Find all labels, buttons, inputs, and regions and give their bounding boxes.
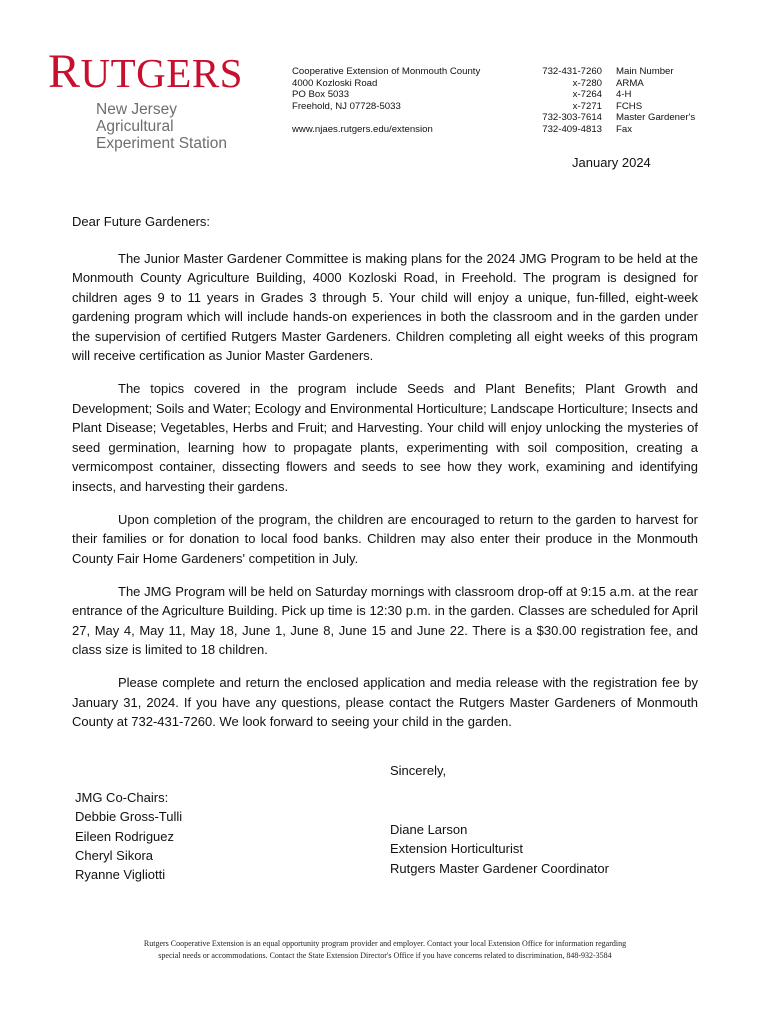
contact-label: Fax — [616, 123, 632, 135]
paragraph: Please complete and return the enclosed application and media release with the registration fee by January 31, 2024. If you have any questions, please contact the Rutgers Master Gardeners of Monmouth County at 732-431-7260. We look forward to seeing your child in the garden. — [72, 675, 698, 729]
letter-date: January 2024 — [572, 155, 651, 170]
logo-wordmark: RUTGERS — [48, 45, 243, 98]
contact-label: FCHS — [616, 100, 643, 112]
cochair-name: Debbie Gross-Tulli — [75, 809, 183, 825]
cochair-name: Ryanne Vigliotti — [75, 867, 166, 883]
salutation: Dear Future Gardeners: — [72, 214, 211, 229]
website-link[interactable]: www.njaes.rutgers.edu/extension — [292, 124, 433, 136]
footer-line: Rutgers Cooperative Extension is an equal opportunity program provider and employer. Contact your local Extension Office for information regarding — [143, 939, 627, 948]
address-line: PO Box 5033 — [292, 89, 350, 101]
contact-number: x-7271 — [572, 100, 602, 112]
contact-number: 732-431-7260 — [542, 66, 602, 77]
paragraph: Upon completion of the program, the children are encouraged to return to the garden to harvest for their families or for donation to local food banks. Children may also enter their produce in the Monmouth County Fair Home Gardeners' competition in July. — [72, 511, 698, 566]
paragraph: The JMG Program will be held on Saturday mornings with classroom drop-off at 9:15 a.m. at the rear entrance of the Agriculture Building. Pick up time is 12:30 p.m. in the garden. Classes are scheduled for April 27, May 4, May 11, May 18, June 1, June 8, June 15 and June 22. There is a $30.00 registration fee, and class size is limited to 18 children. — [72, 583, 698, 657]
cochair-name: Cheryl Sikora — [75, 847, 154, 863]
signer-title: Extension Horticulturist — [390, 841, 523, 857]
paragraph: The Junior Master Gardener Committee is making plans for the 2024 JMG Program to be held at the Monmouth County Agriculture Building, 4000 Kozloski Road, in Freehold. The program is designed for children ages 9 to 11 years in Grades 3 through 5. Your child will enjoy a unique, fun-filled, eight-week gardening program which will include hands-on experiences in both the classroom and in the garden under the supervision of certified Rutgers Master Gardeners. Children completing all eight weeks of this program will receive certification as Junior Master Gardeners. — [72, 250, 698, 363]
contact-number: x-7264 — [572, 89, 602, 101]
contact-label: Master Gardener's — [616, 112, 696, 124]
contact-numbers — [520, 66, 602, 136]
paragraph: The topics covered in the program include Seeds and Plant Benefits; Plant Growth and Development; Soils and Water; Ecology and Environmental Horticulture; Landscape Horticulture; Insects and Plant Disease; Vegetables, Herbs and Fruit; and Harvesting. Your child will enjoy unlocking the mysteries of seed germination, learning how to propagate plants, experimenting with soil composition, creating a vermicompost container, dissecting flowers and seeds to see how they work, examining and identifying insects, and harvesting their gardens. — [72, 381, 698, 494]
contact-labels — [616, 66, 695, 136]
contact-number: 732-303-7614 — [542, 112, 602, 124]
cochair-name: Eileen Rodriguez — [75, 828, 175, 844]
closing: Sincerely, — [390, 763, 447, 778]
address-line: Freehold, NJ 07728-5033 — [292, 100, 401, 112]
contact-label: 4-H — [616, 89, 632, 101]
signer-name: Diane Larson — [390, 822, 468, 837]
letter-body — [72, 212, 698, 745]
address-line: 4000 Kozloski Road — [292, 77, 378, 89]
cochairs-block — [75, 788, 182, 884]
footer-line: special needs or accommodations. Contact the State Extension Director's Office if you have concerns related to discrimination, 848-932-3584 — [158, 951, 612, 960]
contact-label: Main Number — [616, 66, 674, 77]
office-address — [292, 66, 480, 136]
signature-block — [390, 820, 609, 878]
contact-number: 732-409-4813 — [542, 123, 602, 135]
signer-title: Rutgers Master Gardener Coordinator — [390, 860, 609, 876]
contact-number: x-7280 — [572, 77, 602, 89]
logo-subtitle: New Jersey Agricultural Experiment Station — [96, 101, 227, 152]
cochairs-heading: JMG Co-Chairs: — [75, 790, 169, 805]
address-line: Cooperative Extension of Monmouth County — [292, 66, 481, 77]
contact-label: ARMA — [616, 77, 644, 89]
footer-disclaimer — [60, 938, 710, 962]
rutgers-logo — [48, 45, 248, 152]
